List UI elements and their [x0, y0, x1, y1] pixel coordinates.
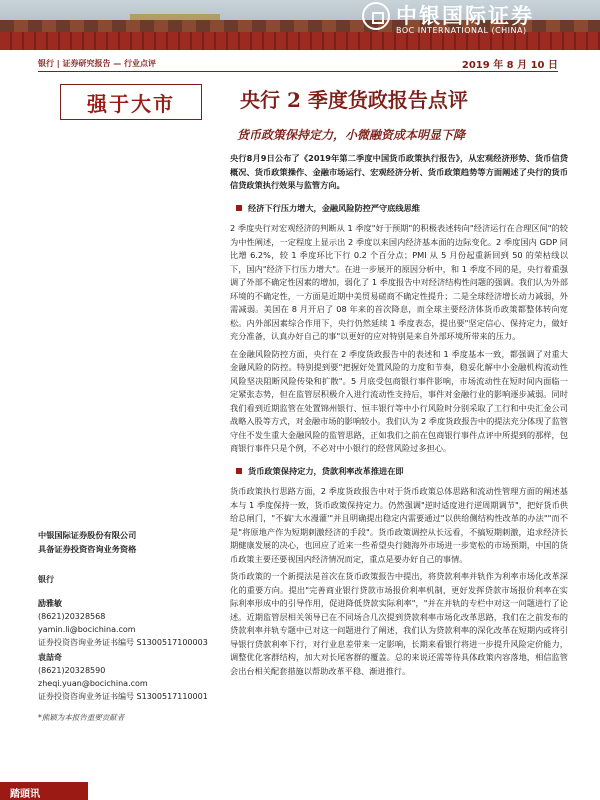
analyst-email[interactable]: yamin.li@bocichina.com [38, 625, 136, 634]
analyst-cert: 证券投资咨询业务证书编号 S1300517100003 [38, 638, 208, 647]
rating-box [60, 84, 202, 120]
section-heading-1 [230, 202, 568, 216]
body-paragraph: 货币政策执行思路方面，2 季度货政报告中对于货币政策总体思路和流动性管理方面的阐述基本与 1 季度保持一致，货币政策保持定力。仍然强调"逆时适度进行逆周期调节"，把好货币供给总闸门，"不搞'大水漫灌'"并且明确提出稳定内需要通过"以供给侧结构性改革的办法""而不是"将原地产作为短期刺激经济的手段"。货币政策调控从长远看，不搞短期刺激，追求经济长期健康发展的决心，也回应了近来一些希望央行随海外市场进一步宽松的市场预期，中国的货币政策主要还要视国内经济情况而定，重点是要办好自己的事情。 [230, 486, 568, 564]
brand-logo [362, 0, 592, 38]
company-qualification: 具备证券投资咨询业务资格 [38, 544, 137, 554]
analyst-phone: (8621)20328568 [38, 612, 106, 621]
report-category: 银行 | 证券研究报告 — 行业点评 [38, 59, 157, 68]
analyst-name: 袁喆奇 [38, 653, 62, 662]
report-meta [38, 56, 558, 72]
section-bullet-icon [236, 205, 242, 211]
body-paragraph: 2 季度央行对宏观经济的判断从 1 季度"好于预期"的积极表述转向"经济运行在合理区间"的较为中性阐述，一定程度上显示出 2 季度以来国内经济基本面的边际变化。2 季度国内 GDP 同比增 6.2%，较 1 季度环比下行 0.2 个百分点；PMI 从 5 月份起重新回到 50 的荣枯线以下，国内"经济下行压力增大"。在进一步展开的原因分析中，和 1 季度不同的是，央行着重强调了外部不确定性因素的增加，弱化了 1 季度报告中对经济结构性问题的强调。我们认为外部环境的不确定性，一方面是近期中美贸易磋商不确定性提升；二是全球经济增长动力减弱，外需减弱。美国在 8 月开启了 08 年来的首次降息，而全球主要经济体货币政策都整体转向宽松。内外部因素综合作用下，央行仍然延续 1 季度表态，提出要"坚定信心、保持定力，做好充分准备，认真办好自己的事"以更好的应对特别是来自外部环境所带来的压力。 [230, 223, 568, 341]
company-name: 中银国际证券股份有限公司 [38, 530, 137, 540]
body-paragraph: 在金融风险防控方面，央行在 2 季度货政报告中的表述和 1 季度基本一致，都强调了对重大金融风险的防控。特别提到要"把握好处置风险的力度和节奏，稳妥化解中小金融机构流动性风险坚决阻断风险传染和扩散"。5 月底受包商银行事件影响，市场流动性在短时间内面临一定紧张态势，但在监管层积极介入进行流动性支持后，事件对金融行业的影响逐步减弱。同时我们看到近期监管在处置锦州银行、恒丰银行等中小行风险时分别采取了工行和中央汇金公司战略入股等方式，对金融市场的影响较小。我们认为 2 季度货政报告中的提法充分体现了监管守住不发生重大金融风险的监管思路，正如我们之前在包商银行事件点评中所提到的那样，包商银行事件只是个例，不必对中小银行的经营风险过多担心。 [230, 348, 568, 453]
report-date: 2019 年 8 月 10 日 [461, 60, 558, 71]
analyst-card [38, 651, 218, 703]
body-paragraph: 货币政策的一个新提法是首次在货币政策报告中提出，将贷款利率并轨作为利率市场化改革深化的重要方向。提出"完善商业银行贷款市场报价利率机制，更好发挥贷款市场报价利率在实际利率形成中的引导作用，促进降低贷款实际利率"，"并在并轨的专栏中对这一问题进行了论述。近期监管层相关领导已在不同场合几次提到贷款利率市场化改革思路，我们在之前发布的贷款利率并轨专题中已对这一问题进行了阐述，我们认为贷款利率的深化改革在短期内或将引导银行贷款利率下行，对行业息差带来一定影响，长期来看银行将进一步提升风险定价能力，调整优化客群结构，加大对长尾客群的覆盖。总的来说还需等待具体政策内容落地，相信监管会出台相关配套措施以帮助改革平稳、渐进推行。 [230, 571, 568, 676]
analyst-name: 励雅敏 [38, 599, 62, 608]
report-subtitle: 货币政策保持定力，小微融资成本明显下降 [237, 128, 466, 142]
analyst-phone: (8621)20328590 [38, 666, 106, 675]
rating-label: 强于大市 [87, 91, 175, 116]
header-divider [38, 71, 558, 72]
footer-strip [0, 782, 600, 800]
left-sidebar [38, 528, 218, 703]
analyst-cert: 证券投资咨询业务证书编号 S1300517110001 [38, 692, 208, 701]
boc-logo-icon [362, 2, 390, 30]
summary-paragraph: 央行8月9日公布了《2019年第二季度中国货币政策执行报告》，从宏观经济形势、货币信贷概况、货币政策操作、金融市场运行、宏观经济分析、货币政策趋势等方面阐述了央行的货币信贷政策执行效果与监管方向。 [230, 153, 568, 190]
analyst-card [38, 597, 218, 649]
sector-label: 银行 [38, 575, 54, 584]
section-heading-2 [230, 465, 568, 479]
contributor-note: *熊颖为本报告重要贡献者 [38, 713, 125, 722]
brand-name-cn: 中银国际证券 [396, 3, 534, 28]
report-body [230, 152, 568, 682]
analyst-email[interactable]: zheqi.yuan@bocichina.com [38, 679, 148, 688]
section-heading-text: 经济下行压力增大，金融风险防控严守底线思维 [248, 202, 420, 213]
section-bullet-icon [236, 468, 242, 474]
report-title: 央行 2 季度货政报告点评 [240, 88, 468, 112]
brand-name-en: BOC INTERNATIONAL (CHINA) [396, 26, 527, 35]
section-heading-text: 货币政策保持定力，贷款利率改革推进在即 [248, 465, 404, 476]
header-banner [0, 0, 600, 50]
footer-tag: 踏頭讯 [10, 789, 40, 800]
